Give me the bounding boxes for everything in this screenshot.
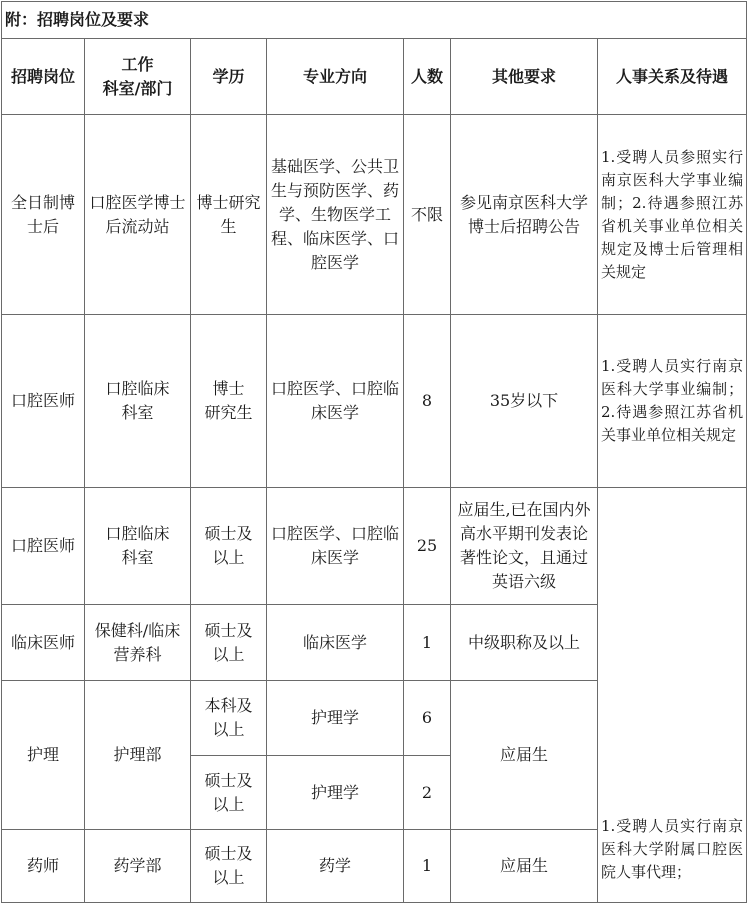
table-row bbox=[2, 315, 747, 488]
cell-education: 博士研究生 bbox=[191, 115, 267, 315]
table-caption: 附：招聘岗位及要求 bbox=[2, 2, 747, 39]
cell-department-text: 口腔临床 科室 bbox=[105, 524, 170, 567]
cell-other: 35岁以下 bbox=[451, 315, 598, 488]
cell-count: 1 bbox=[404, 830, 451, 903]
cell-major: 临床医学 bbox=[267, 605, 404, 681]
cell-hr: 1.受聘人员实行南京医科大学事业编制；2.待遇参照江苏省机关事业单位相关规定 bbox=[598, 315, 747, 488]
cell-other: 应届生 bbox=[451, 681, 598, 830]
cell-position: 口腔医师 bbox=[2, 315, 85, 488]
cell-education bbox=[191, 830, 267, 903]
header-row bbox=[2, 39, 747, 115]
header-major: 专业方向 bbox=[267, 39, 404, 115]
cell-major: 基础医学、公共卫生与预防医学、药学、生物医学工程、临床医学、口腔医学 bbox=[267, 115, 404, 315]
cell-education bbox=[191, 315, 267, 488]
cell-other: 参见南京医科大学博士后招聘公告 bbox=[451, 115, 598, 315]
cell-position: 全日制博士后 bbox=[2, 115, 85, 315]
cell-count: 1 bbox=[404, 605, 451, 681]
cell-position: 口腔医师 bbox=[2, 488, 85, 605]
recruitment-table bbox=[1, 1, 747, 903]
cell-education-text: 硕士及 以上 bbox=[204, 524, 253, 567]
cell-department bbox=[85, 315, 191, 488]
cell-department-text: 口腔临床 科室 bbox=[105, 379, 170, 422]
cell-major: 口腔医学、口腔临床医学 bbox=[267, 488, 404, 605]
cell-education-text: 硕士及 以上 bbox=[204, 844, 253, 887]
header-hr: 人事关系及待遇 bbox=[598, 39, 747, 115]
cell-hr: 1.受聘人员参照实行南京医科大学事业编制；2.待遇参照江苏省机关事业单位相关规定及博士后管理相关规定 bbox=[598, 115, 747, 315]
cell-other: 应届生,已在国内外高水平期刊发表论著性论文，且通过英语六级 bbox=[451, 488, 598, 605]
cell-other: 应届生 bbox=[451, 830, 598, 903]
cell-other: 中级职称及以上 bbox=[451, 605, 598, 681]
cell-department: 口腔医学博士后流动站 bbox=[85, 115, 191, 315]
cell-department: 护理部 bbox=[85, 681, 191, 830]
cell-department bbox=[85, 488, 191, 605]
cell-major: 护理学 bbox=[267, 681, 404, 756]
cell-education bbox=[191, 681, 267, 756]
cell-education-text: 硕士及 以上 bbox=[204, 770, 253, 814]
cell-major: 药学 bbox=[267, 830, 404, 903]
header-education: 学历 bbox=[191, 39, 267, 115]
cell-education bbox=[191, 488, 267, 605]
header-department bbox=[85, 39, 191, 115]
cell-department: 药学部 bbox=[85, 830, 191, 903]
table-row bbox=[2, 488, 747, 605]
cell-position: 临床医师 bbox=[2, 605, 85, 681]
cell-education bbox=[191, 756, 267, 830]
cell-count: 不限 bbox=[404, 115, 451, 315]
cell-position: 药师 bbox=[2, 830, 85, 903]
cell-department: 保健科/临床营养科 bbox=[85, 605, 191, 681]
cell-major: 口腔医学、口腔临床医学 bbox=[267, 315, 404, 488]
cell-education bbox=[191, 605, 267, 681]
cell-count: 6 bbox=[404, 681, 451, 756]
header-other: 其他要求 bbox=[451, 39, 598, 115]
cell-education-text: 博士 研究生 bbox=[204, 379, 253, 422]
cell-count: 8 bbox=[404, 315, 451, 488]
cell-count: 2 bbox=[404, 756, 451, 830]
cell-education-text: 本科及 以上 bbox=[204, 696, 253, 739]
cell-position: 护理 bbox=[2, 681, 85, 830]
cell-hr-merged: 1.受聘人员实行南京医科大学附属口腔医院人事代理； bbox=[598, 488, 747, 903]
cell-major: 护理学 bbox=[267, 756, 404, 830]
header-department-text: 工作 科室/部门 bbox=[102, 54, 173, 98]
header-position: 招聘岗位 bbox=[2, 39, 85, 115]
table-row bbox=[2, 115, 747, 315]
cell-education-text: 硕士及 以上 bbox=[204, 620, 253, 664]
cell-count: 25 bbox=[404, 488, 451, 605]
header-count: 人数 bbox=[404, 39, 451, 115]
